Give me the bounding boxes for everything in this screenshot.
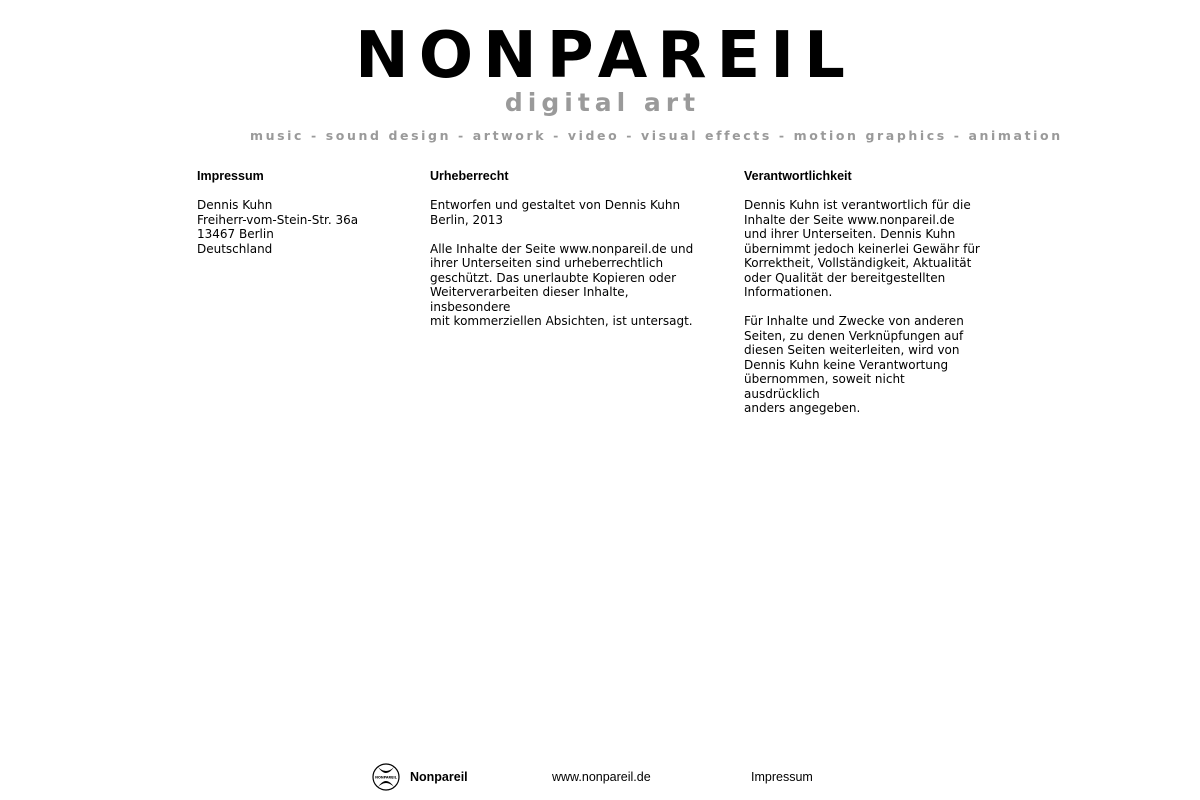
impressum-column — [197, 168, 407, 271]
urheberrecht-paragraph-1: Entworfen und gestaltet von Dennis Kuhn Berlin, 2013 — [430, 198, 681, 227]
urheberrecht-paragraph-2: Alle Inhalte der Seite www.nonpareil.de und ihrer Unterseiten sind urheberrechtlich geschützt. Das unerlaubte Kopieren oder Weiterverarbeiten dieser Inhalte, insbesondere mit kommerziellen Absichten, ist untersagt. — [430, 241, 694, 328]
urheberrecht-heading: Urheberrecht — [430, 169, 509, 183]
nonpareil-logo-icon[interactable] — [372, 763, 400, 791]
verantwortlichkeit-column — [744, 168, 984, 430]
site-subtitle: digital art — [504, 88, 701, 117]
urheberrecht-column — [430, 168, 705, 343]
footer — [0, 762, 1200, 792]
site-logo[interactable]: NONPAREIL — [355, 19, 855, 93]
footer-impressum-link[interactable]: Impressum — [751, 770, 813, 784]
verantwortlichkeit-heading: Verantwortlichkeit — [744, 169, 852, 183]
impressum-address: Dennis Kuhn Freiherr-vom-Stein-Str. 36a 13467 Berlin Deutschland — [197, 198, 359, 256]
verantwortlichkeit-paragraph-1: Dennis Kuhn ist verantwortlich für die Inhalte der Seite www.nonpareil.de und ihrer Unterseiten. Dennis Kuhn übernimmt jedoch keinerlei Gewähr für Korrektheit, Vollständigkeit, Aktualität oder Qualität der bereitgestellten Informationen. — [744, 198, 980, 299]
verantwortlichkeit-paragraph-2: Für Inhalte und Zwecke von anderen Seiten, zu denen Verknüpfungen auf diesen Seiten weiterleiten, wird von Dennis Kuhn keine Verantwortung übernommen, soweit nicht ausdrücklich anders angegeben. — [744, 314, 964, 415]
impressum-heading: Impressum — [197, 169, 264, 183]
services-tagline: music - sound design - artwork - video - visual effects - motion graphics - animation — [250, 128, 1063, 143]
footer-website-link[interactable]: www.nonpareil.de — [552, 770, 651, 784]
footer-brand[interactable]: Nonpareil — [410, 770, 468, 784]
svg-text:NONPAREIL: NONPAREIL — [375, 775, 397, 780]
